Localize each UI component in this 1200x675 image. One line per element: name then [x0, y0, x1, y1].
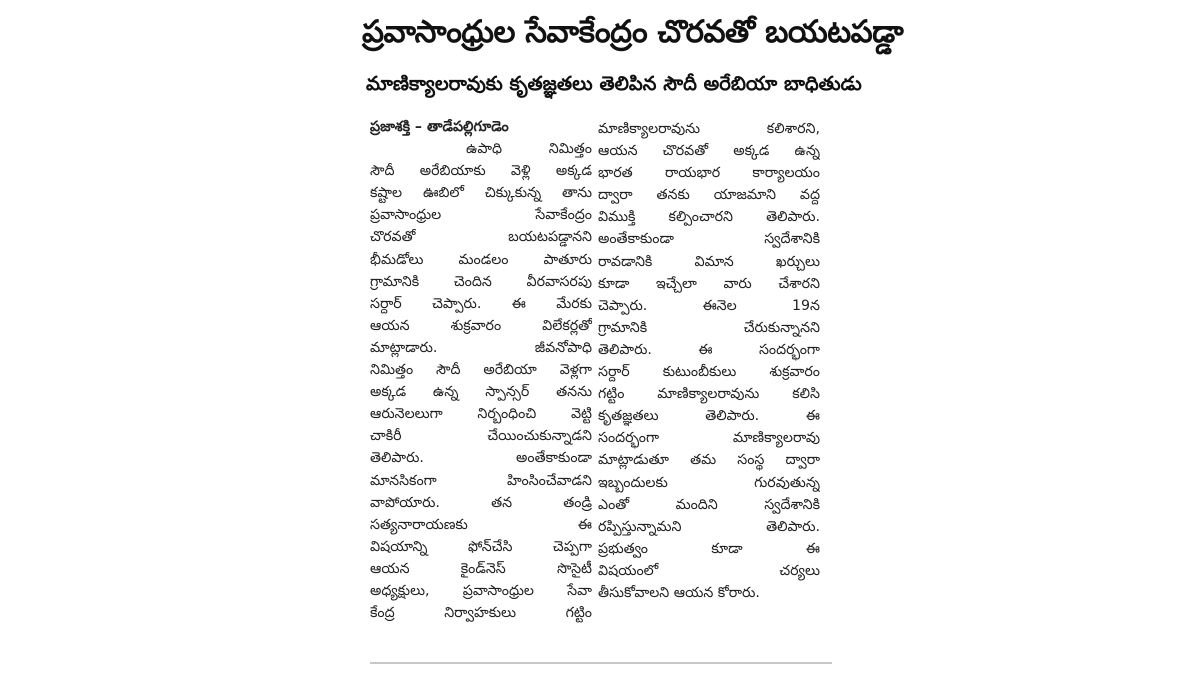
- text-line: రప్పిస్తున్నామని తెలిపారు.: [598, 518, 820, 535]
- text-line: భీమడోలు మండలం పాతూరు: [370, 251, 592, 268]
- text-line: విషయంలో చర్యలు: [598, 562, 820, 579]
- text-line: విషయాన్ని ఫోన్‌చేసి చెప్పగా: [370, 538, 592, 555]
- text-line: సర్దార్ కుటుంబీకులు శుక్రవారం: [598, 364, 820, 381]
- text-line: మాట్లాడుతూ తమ సంస్థ ద్వారా: [598, 452, 820, 469]
- text-line: రావడానికి విమాన ఖర్చులు: [598, 253, 820, 270]
- text-line: చెప్పారు. ఈనెల 19న: [598, 297, 820, 314]
- text-line: అంతేకాకుండా స్వదేశానికి: [598, 231, 820, 248]
- text-line: గట్టిం మాణిక్యాలరావును కలిసి: [598, 386, 820, 403]
- text-line: చొరవతో బయటపడ్డానని: [370, 229, 592, 246]
- text-line: ఆరునెలలుగా నిర్బంధించి వెట్టి: [370, 406, 592, 423]
- text-line: ఇబ్బందులకు గురవుతున్న: [598, 474, 820, 491]
- text-line: సర్దార్ చెప్పారు. ఈ మేరకు: [370, 295, 592, 312]
- subheadline: మాణిక్యాలరావుకు కృతజ్ఞతలు తెలిపిన సౌదీ అరేబియా బాధితుడు: [366, 72, 862, 95]
- text-line: కష్టాల ఊబిలో చిక్కుకున్న తాను: [370, 185, 592, 202]
- bottom-divider: [370, 662, 832, 664]
- text-line: ఎంతో మందిని స్వదేశానికి: [598, 496, 820, 513]
- text-line: మాట్లాడారు. జీవనోపాధి: [370, 339, 592, 356]
- text-line: మానసికంగా హింసించేవాడని: [370, 472, 592, 489]
- text-line: భారత రాయభార కార్యాలయం: [598, 165, 820, 182]
- dateline: ప్రజాశక్తి – తాడేపల్లిగూడెం: [370, 119, 509, 135]
- text-line: కేంద్ర నిర్వాహకులు గట్టిం: [370, 605, 592, 622]
- text-line: కృతజ్ఞతలు తెలిపారు. ఈ: [598, 408, 820, 425]
- text-line: ఉపాధి నిమిత్తం: [466, 141, 592, 158]
- text-line: సందర్భంగా మాణిక్యాలరావు: [598, 430, 820, 447]
- newspaper-clipping: [358, 0, 904, 675]
- text-line: ఆయన శుక్రవారం విలేకర్లతో: [370, 317, 592, 334]
- text-line: తెలిపారు. ఈ సందర్భంగా: [598, 341, 820, 358]
- article-column-left: [370, 116, 592, 624]
- text-line: ద్వారా తనకు యాజమాని వద్ద: [598, 187, 820, 204]
- text-line: ఆయన కైండ్‌నెస్ సొసైటీ: [370, 560, 592, 577]
- headline: ప్రవాసాంధ్రుల సేవాకేంద్రం చొరవతో బయటపడ్డా: [362, 14, 904, 50]
- text-line: ప్రవాసాంధ్రుల సేవాకేంద్రం: [370, 207, 592, 224]
- text-line: నిమిత్తం సౌదీ అరేబియా వెళ్లగా: [370, 362, 592, 379]
- text-line: వాపోయారు. తన తండ్రి: [370, 494, 592, 511]
- text-line: ఆయన చొరవతో అక్కడ ఉన్న: [598, 143, 820, 160]
- text-line: చాకిరీ చేయించుకున్నాడని: [370, 428, 592, 445]
- text-line: తెలిపారు. అంతేకాకుండా: [370, 450, 592, 467]
- text-line: కూడా ఇచ్చేలా వారు చేశారని: [598, 275, 820, 292]
- text-line: ప్రభుత్వం కూడా ఈ: [598, 540, 820, 557]
- text-line: సౌదీ అరేబియాకు వెళ్లి అక్కడ: [370, 163, 592, 180]
- article-column-right: [598, 118, 820, 604]
- text-line: మాణిక్యాలరావును కలిశారని,: [598, 121, 820, 137]
- text-line: తీసుకోవాలని ఆయన కోరారు.: [598, 584, 760, 601]
- text-line: అక్కడ ఉన్న స్పాన్సర్ తనను: [370, 384, 592, 401]
- text-line: గ్రామానికి చెందిన వీరవాసరపు: [370, 273, 592, 290]
- text-line: సత్యనారాయణకు ఈ: [370, 516, 592, 533]
- text-line: గ్రామానికి చేరుకున్నానని: [598, 319, 820, 336]
- text-line: విముక్తి కల్పించారని తెలిపారు.: [598, 209, 820, 226]
- text-line: అధ్యక్షులు, ప్రవాసాంధ్రుల సేవా: [370, 582, 592, 599]
